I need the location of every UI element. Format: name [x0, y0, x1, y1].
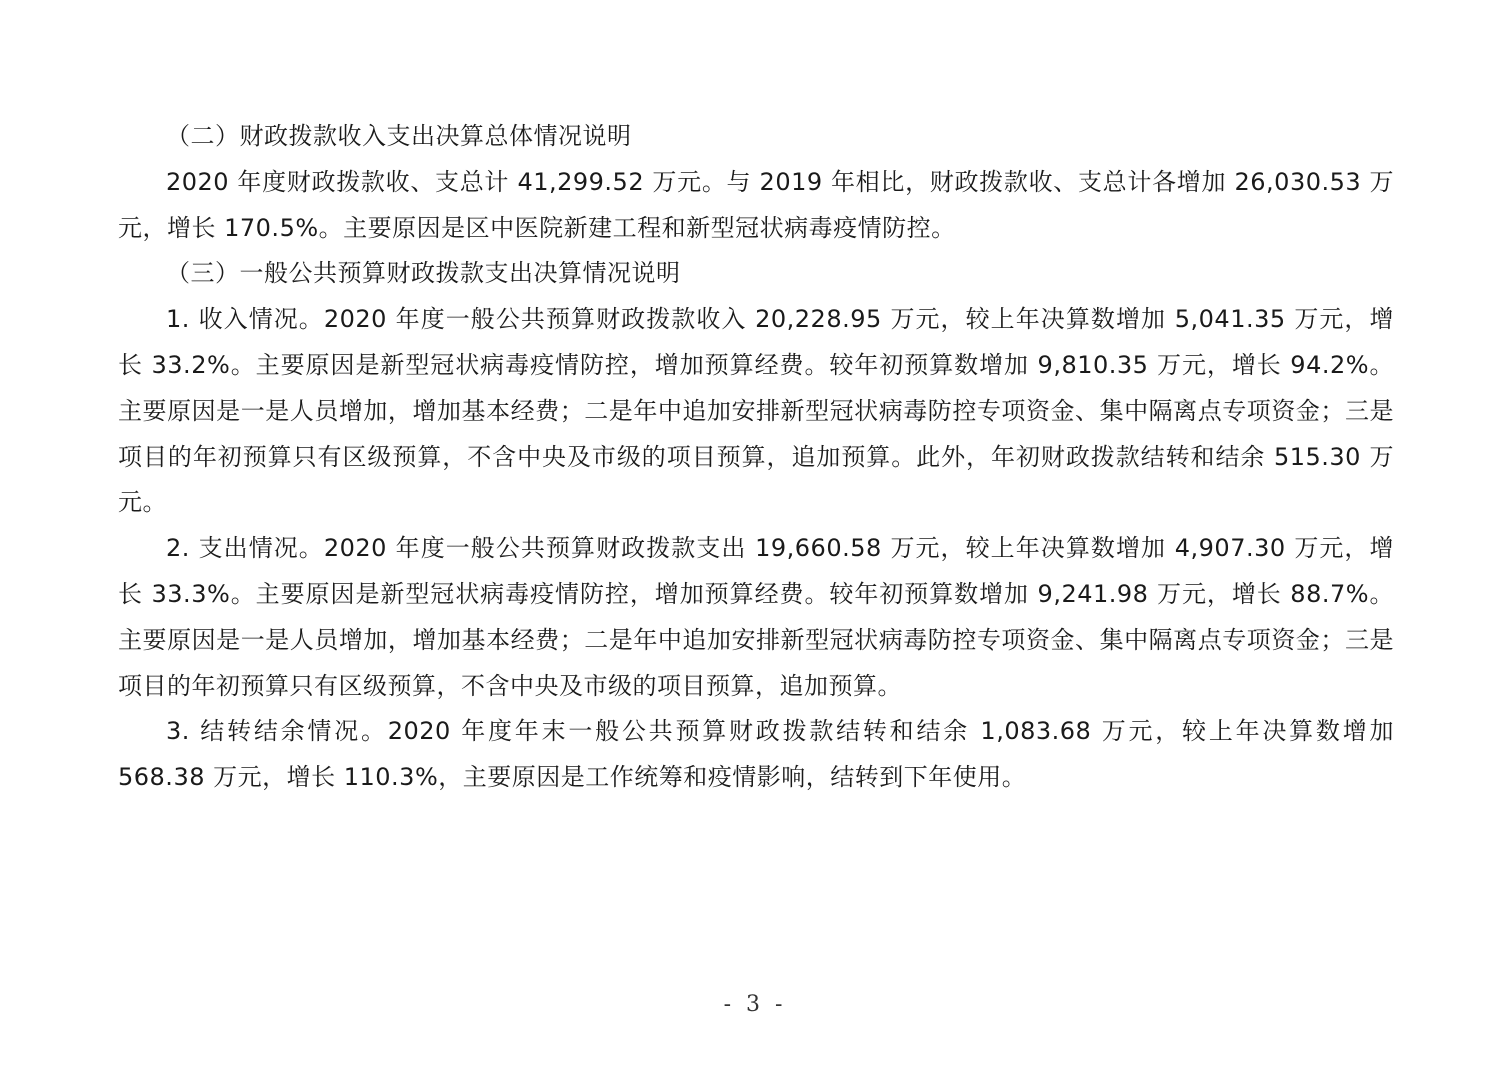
page-number: - 3 -	[723, 992, 787, 1017]
paragraph-income: 1. 收入情况。2020 年度一般公共预算财政拨款收入 20,228.95 万元，较上年决算数增加 5,041.35 万元，增长 33.2%。主要原因是新型冠状病毒疫情防控，增加预算经费。较年初预算数增加 9,810.35 万元，增长 94.2%。主要原因是一是人员增加，增加基本经费；二是年中追加安排新型冠状病毒防控专项资金、集中隔离点专项资金；三是项目的年初预算只有区级预算，不含中央及市级的项目预算，追加预算。此外，年初财政拨款结转和结余 515.30 万元。	[118, 305, 1394, 517]
paragraph-carryover: 3. 结转结余情况。2020 年度年末一般公共预算财政拨款结转和结余 1,083.68 万元，较上年决算数增加 568.38 万元，增长 110.3%，主要原因是工作统筹和疫情影响，结转到下年使用。	[118, 717, 1394, 792]
section-heading-2: （二）财政拨款收入支出决算总体情况说明	[166, 122, 632, 150]
paragraph-expenditure: 2. 支出情况。2020 年度一般公共预算财政拨款支出 19,660.58 万元，较上年决算数增加 4,907.30 万元，增长 33.3%。主要原因是新型冠状病毒疫情防控，增加预算经费。较年初预算数增加 9,241.98 万元，增长 88.7%。主要原因是一是人员增加，增加基本经费；二是年中追加安排新型冠状病毒防控专项资金、集中隔离点专项资金；三是项目的年初预算只有区级预算，不含中央及市级的项目预算，追加预算。	[118, 534, 1394, 700]
section-heading-3: （三）一般公共预算财政拨款支出决算情况说明	[166, 259, 681, 288]
document-page	[118, 114, 1394, 801]
paragraph-total-overview: 2020 年度财政拨款收、支总计 41,299.52 万元。与 2019 年相比，财政拨款收、支总计各增加 26,030.53 万元，增长 170.5%。主要原因是区中医院新建工程和新型冠状病毒疫情防控。	[118, 167, 1394, 242]
